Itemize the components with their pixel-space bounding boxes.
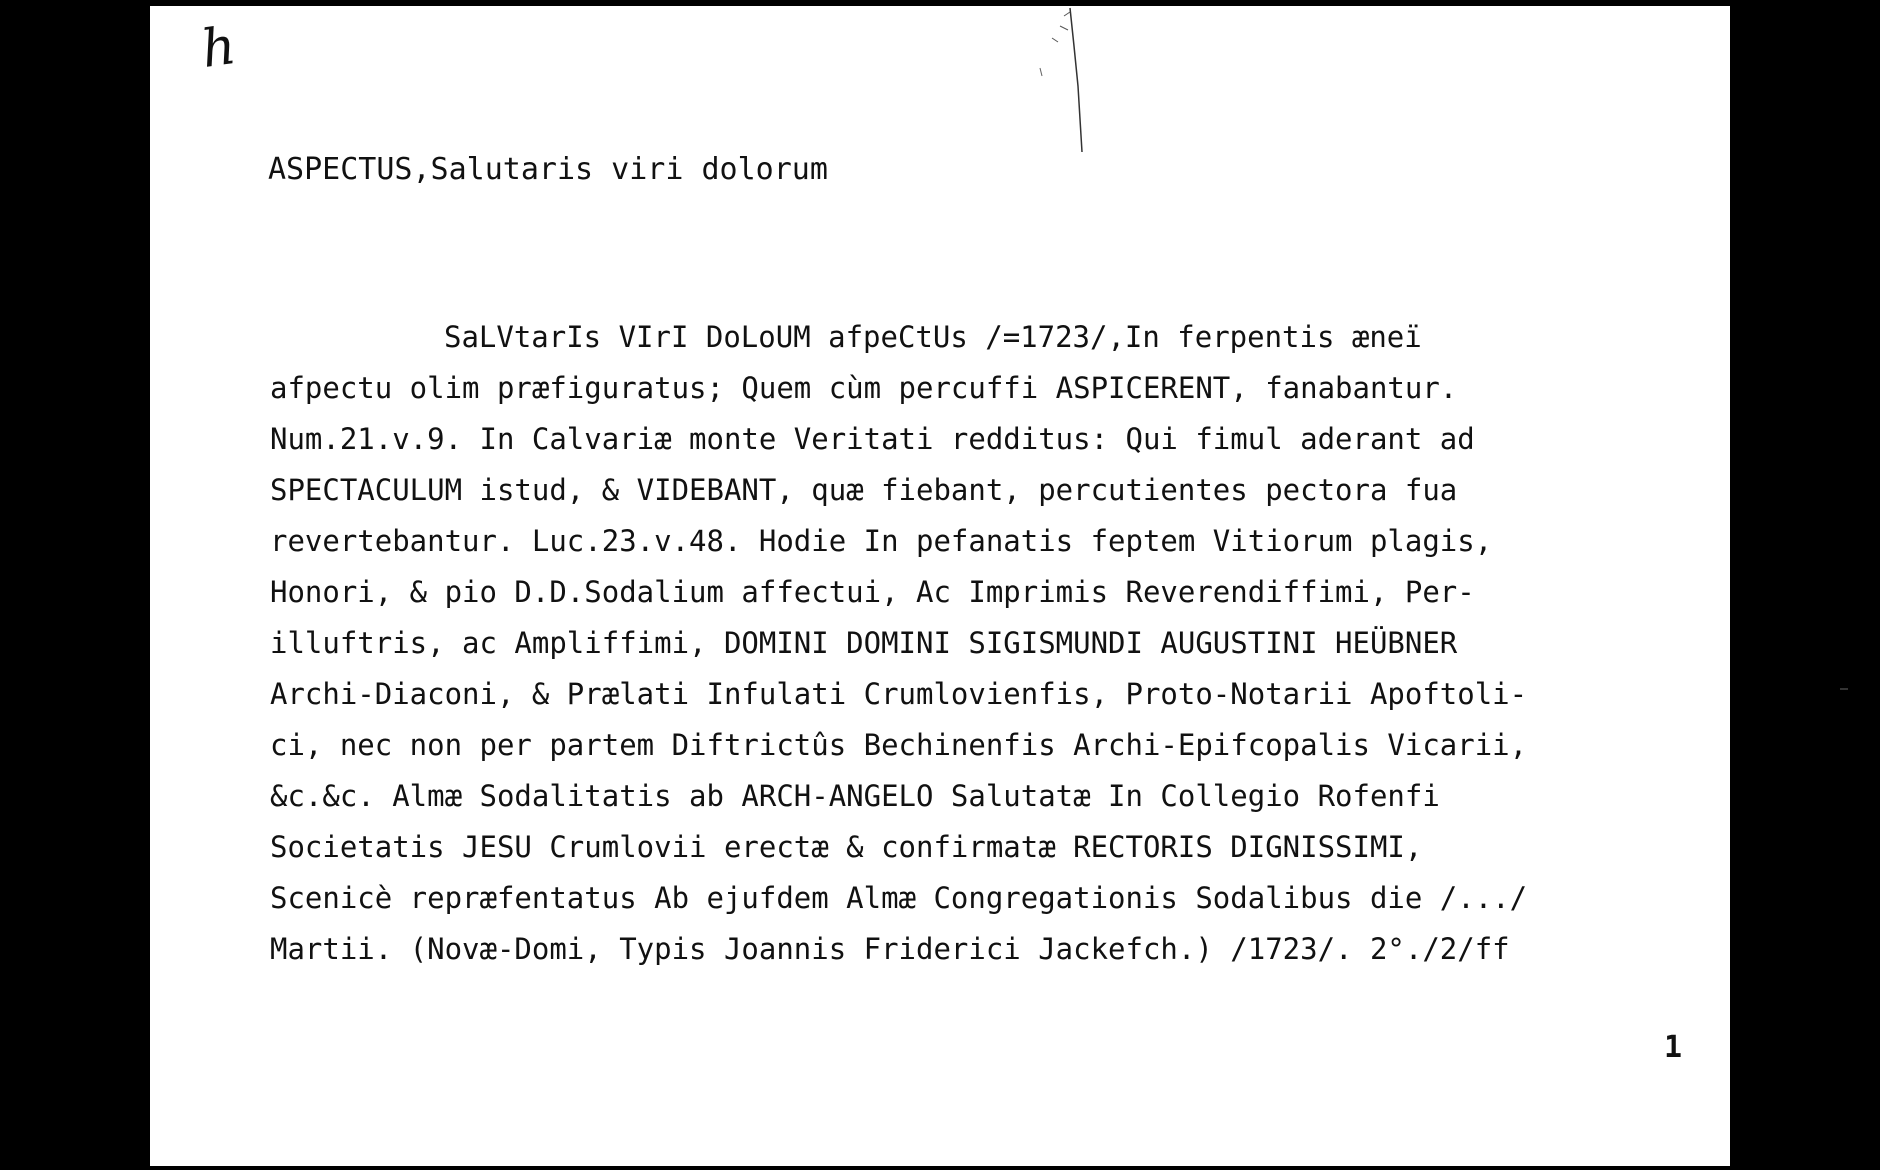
body-line: ci, nec non per partem Diftrictûs Bechinenfis Archi-Epifcopalis Vicarii, bbox=[270, 728, 1528, 762]
card-body bbox=[270, 312, 1710, 975]
body-line: illuftris, ac Ampliffimi, DOMINI DOMINI SIGISMUNDI AUGUSTINI HEÜBNER bbox=[270, 626, 1458, 660]
body-line: Honori, & pio D.D.Sodalium affectui, Ac Imprimis Reverendiffimi, Per- bbox=[270, 575, 1475, 609]
body-line: revertebantur. Luc.23.v.48. Hodie In pefanatis feptem Vitiorum plagis, bbox=[270, 524, 1493, 558]
handwritten-mark: h bbox=[197, 15, 240, 81]
card-heading: ASPECTUS,Salutaris viri dolorum bbox=[268, 152, 828, 187]
body-line: Archi-Diaconi, & Prælati Infulati Crumlovienfis, Proto-Notarii Apoftoli- bbox=[270, 677, 1528, 711]
pencil-scratch bbox=[1030, 6, 1110, 156]
body-line: SaLVtarIs VIrI DoLoUM afpeCtUs /=1723/,In ferpentis æneï bbox=[444, 320, 1422, 354]
body-line: Scenicè repræfentatus Ab ejufdem Almæ Congregationis Sodalibus die /.../ bbox=[270, 881, 1528, 915]
body-line: Societatis JESU Crumlovii erectæ & confirmatæ RECTORIS DIGNISSIMI, bbox=[270, 830, 1423, 864]
page-number: 1 bbox=[1664, 1030, 1683, 1065]
body-line: SPECTACULUM istud, & VIDEBANT, quæ fiebant, percutientes pectora fua bbox=[270, 473, 1458, 507]
catalog-card bbox=[150, 6, 1730, 1166]
body-line: Num.21.v.9. In Calvariæ monte Veritati redditus: Qui fimul aderant ad bbox=[270, 422, 1475, 456]
body-line: Martii. (Novæ-Domi, Typis Joannis Friderici Jackefch.) /1723/. 2°./2/ff bbox=[270, 932, 1510, 966]
body-line: afpectu olim præfiguratus; Quem cùm percuffi ASPICERENT, fanabantur. bbox=[270, 371, 1458, 405]
body-line: &c.&c. Almæ Sodalitatis ab ARCH-ANGELO Salutatæ In Collegio Rofenfi bbox=[270, 779, 1440, 813]
edge-mark bbox=[1840, 688, 1848, 690]
